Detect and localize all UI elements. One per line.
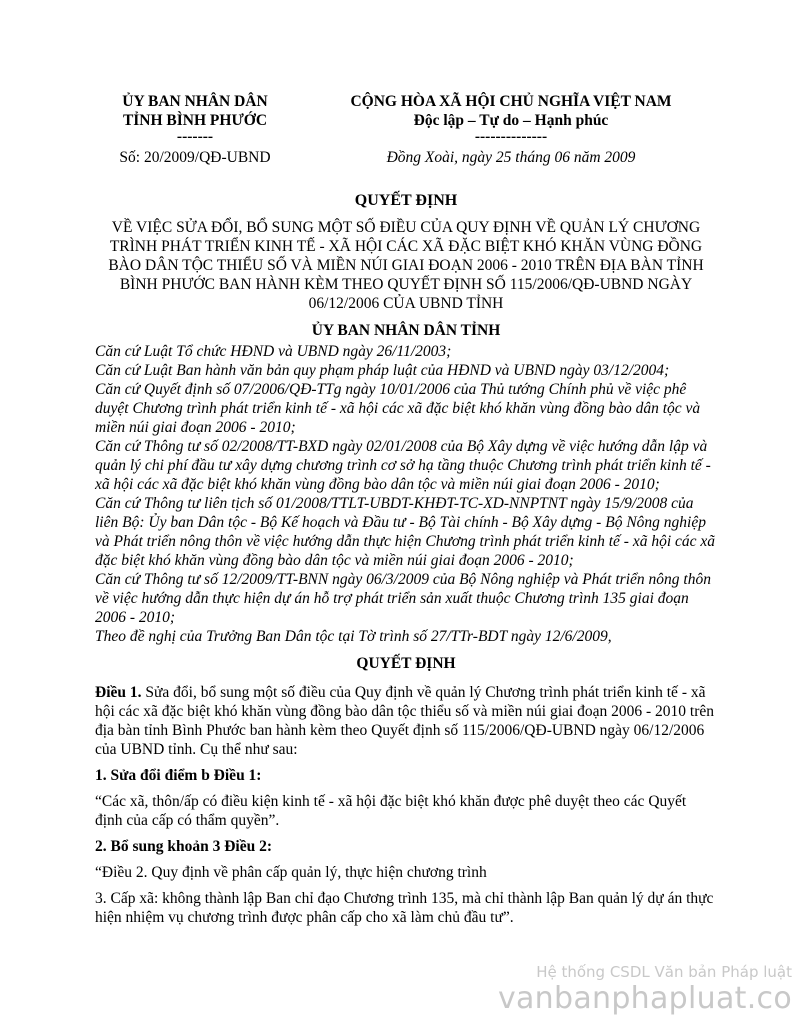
watermark-tagline: Hệ thống CSDL Văn bản Pháp luật — [536, 963, 792, 981]
issuer-name-line2: TỈNH BÌNH PHƯỚC — [122, 112, 268, 129]
section-paragraph: “Các xã, thôn/ấp có điều kiện kinh tế - xã hội đặc biệt khó khăn được phê duyệt theo các Quyết định của cấp có thẩm quyền”. — [95, 793, 687, 829]
issuer-separator: ------- — [176, 128, 214, 145]
issuer-name-line1: ỦY BAN NHÂN DÂN — [122, 93, 268, 110]
section-paragraph: 3. Cấp xã: không thành lập Ban chỉ đạo Chương trình 135, mà chỉ thành lập Ban quản lý dự án thực hiện nhiệm vụ chương trình được phân cấp cho xã làm chủ đầu tư”. — [95, 890, 714, 926]
legal-basis-item: Căn cứ Quyết định số 07/2006/QĐ-TTg ngày 10/01/2006 của Thủ tướng Chính phủ về việc phê duyệt Chương trình phát triển kinh tế - xã hội các xã đặc biệt khó khăn vùng đồng bào dân tộc và miền núi giai đoạn 2006 - 2010; — [95, 381, 701, 436]
watermark-domain: vanbanphapluat.co — [497, 981, 792, 1016]
section-heading: 1. Sửa đổi điểm b Điều 1: — [95, 767, 262, 784]
document-subject: VỀ VIỆC SỬA ĐỔI, BỔ SUNG MỘT SỐ ĐIỀU CỦA QUY ĐỊNH VỀ QUẢN LÝ CHƯƠNG TRÌNH PHÁT TRIỂN KINH TẾ - XÃ HỘI CÁC XÃ ĐẶC BIỆT KHÓ KHĂN VÙNG ĐỒNG BÀO DÂN TỘC THIỂU SỐ VÀ MIỀN NÚI GIAI ĐOẠN 2006 - 2010 TRÊN ĐỊA BÀN TỈNH BÌNH PHƯỚC BAN HÀNH KÈM THEO QUYẾT ĐỊNH SỐ 115/2006/QĐ-UBND NGÀY 06/12/2006 CỦA UBND TỈNH — [108, 219, 704, 312]
legal-basis-item: Căn cứ Luật Tổ chức HĐND và UBND ngày 26/11/2003; — [95, 343, 452, 360]
document-type-title: QUYẾT ĐỊNH — [354, 192, 458, 209]
legal-basis-item: Căn cứ Thông tư liên tịch số 01/2008/TTLT-UBDT-KHĐT-TC-XD-NNPTNT ngày 15/9/2008 của liên Bộ: Ủy ban Dân tộc - Bộ Kế hoạch và Đầu tư - Bộ Tài chính - Bộ Xây dựng - Bộ Nông nghiệp và Phát triển nông thôn về việc hướng dẫn thực hiện Chương trình phát triển kinh tế - xã hội các xã đặc biệt khó khăn vùng đồng bào dân tộc và miền núi giai đoạn 2006 - 2010; — [95, 495, 716, 569]
decision-body — [95, 683, 717, 934]
site-watermark — [498, 963, 792, 1017]
article-1-text: Sửa đổi, bổ sung một số điều của Quy định về quản lý Chương trình phát triển kinh tế - xã hội các xã đặc biệt khó khăn vùng đồng bào dân tộc thiểu số và miền núi giai đoạn 2006 - 2010 trên địa bàn tỉnh Bình Phước ban hành kèm theo Quyết định số 115/2006/QĐ-UBND ngày 06/12/2006 của UBND tỉnh. Cụ thể như sau: — [95, 684, 714, 758]
section-heading: 2. Bổ sung khoản 3 Điều 2: — [95, 838, 273, 855]
article-1-label: Điều 1. — [95, 684, 142, 701]
motto-separator: -------------- — [474, 128, 548, 145]
decision-heading: QUYẾT ĐỊNH — [356, 655, 456, 672]
legal-bases — [95, 342, 717, 646]
section-paragraph: “Điều 2. Quy định về phân cấp quản lý, thực hiện chương trình — [95, 864, 487, 881]
legal-basis-item: Căn cứ Luật Ban hành văn bản quy phạm pháp luật của HĐND và UBND ngày 03/12/2004; — [95, 362, 670, 379]
article-1 — [95, 683, 717, 759]
nation-motto: Độc lập – Tự do – Hạnh phúc — [413, 112, 609, 129]
legal-basis-item: Theo đề nghị của Trưởng Ban Dân tộc tại Tờ trình số 27/TTr-BDT ngày 12/6/2009, — [95, 628, 612, 645]
document-title-block — [95, 191, 717, 340]
issuing-authority: ỦY BAN NHÂN DÂN TỈNH — [311, 322, 501, 339]
place-date: Đồng Xoài, ngày 25 tháng 06 năm 2009 — [386, 149, 636, 166]
issuer-block — [95, 92, 295, 167]
document-number: Số: 20/2009/QĐ-UBND — [119, 149, 271, 166]
legal-basis-item: Căn cứ Thông tư số 12/2009/TT-BNN ngày 06/3/2009 của Bộ Nông nghiệp và Phát triển nông thôn về việc hướng dẫn thực hiện dự án hỗ trợ phát triển sản xuất thuộc Chương trình 135 giai đoạn 2006 - 2010; — [95, 571, 711, 626]
document-header — [95, 92, 717, 172]
nation-title: CỘNG HÒA XÃ HỘI CHỦ NGHĨA VIỆT NAM — [350, 93, 672, 110]
legal-basis-item: Căn cứ Thông tư số 02/2008/TT-BXD ngày 02/01/2008 của Bộ Xây dựng về việc hướng dẫn lập và quản lý chi phí đầu tư xây dựng chương trình cơ sở hạ tầng thuộc Chương trình phát triển kinh tế - xã hội các xã đặc biệt khó khăn vùng đồng bào dân tộc và miền núi giai đoạn 2006 - 2010; — [95, 438, 711, 493]
nation-block — [305, 92, 717, 167]
